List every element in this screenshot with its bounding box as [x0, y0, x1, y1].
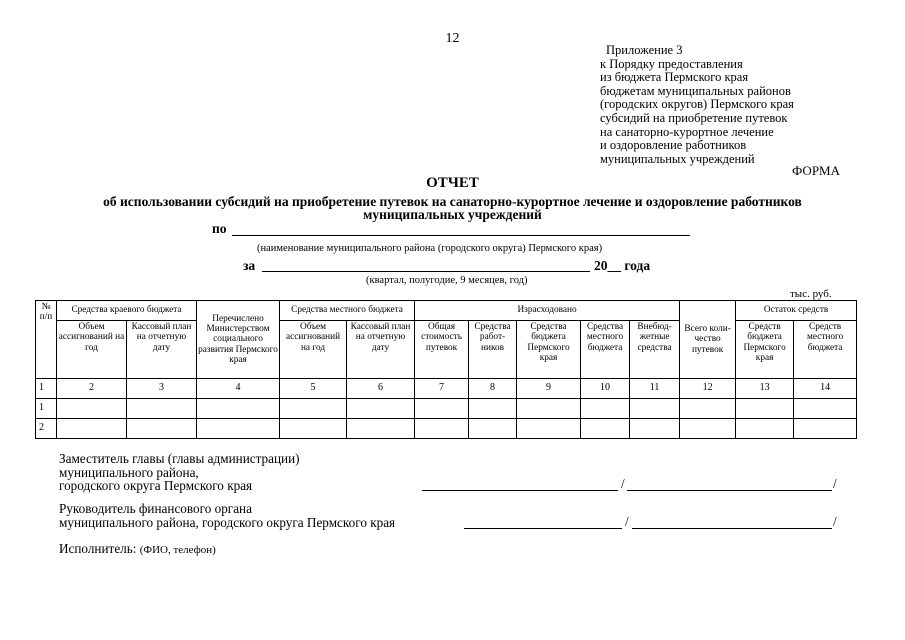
header-spent-sub4: Средства местного бюджета — [581, 321, 630, 379]
table-cell[interactable] — [794, 399, 857, 419]
header-local-sub1: Объем ассигнований на год — [280, 321, 347, 379]
finance-line: Руководитель финансового органа — [59, 501, 252, 516]
units-label: тыс. руб. — [790, 288, 832, 300]
table-cell[interactable] — [280, 419, 347, 439]
appendix-line: и оздоровление работников — [600, 138, 747, 153]
appendix-line: Приложение 3 — [606, 43, 683, 57]
deputy-signature-line[interactable] — [422, 490, 618, 491]
slash: / — [833, 514, 837, 529]
header-total: Всего коли-чество путевок — [680, 301, 736, 379]
column-number: 6 — [347, 379, 415, 399]
finance-signature-line[interactable] — [464, 528, 622, 529]
appendix-line: муниципальных учреждений — [600, 151, 755, 166]
table-cell[interactable] — [680, 399, 736, 419]
table-cell[interactable] — [127, 419, 197, 439]
table-cell[interactable] — [469, 399, 517, 419]
appendix-line: бюджетам муниципальных районов — [600, 83, 791, 98]
header-balance-sub2: Средств местного бюджета — [794, 321, 857, 379]
table-cell[interactable] — [415, 419, 469, 439]
report-table — [35, 300, 857, 439]
table-cell[interactable] — [347, 419, 415, 439]
column-number: 9 — [517, 379, 581, 399]
table-cell[interactable] — [581, 419, 630, 439]
slash: / — [621, 476, 625, 491]
column-number: 5 — [280, 379, 347, 399]
appendix-line: из бюджета Пермского края — [600, 70, 749, 85]
po-caption: (наименование муниципального района (городского округа) Пермского края) — [257, 243, 603, 254]
subtitle-line: об использовании субсидий на приобретение путевок на санаторно-курортное лечение и оздоровление работников — [103, 194, 802, 209]
year-label: 20__ года — [594, 258, 651, 273]
table-cell[interactable] — [517, 419, 581, 439]
table-cell[interactable] — [581, 399, 630, 419]
row-number: 2 — [36, 419, 57, 439]
table-cell[interactable] — [347, 399, 415, 419]
header-local-sub2: Кассовый план на отчетную дату — [347, 321, 415, 379]
appendix-line: на санаторно-курортное лечение — [600, 124, 774, 139]
table-cell[interactable] — [197, 399, 280, 419]
column-number: 8 — [469, 379, 517, 399]
executor-label: Исполнитель: — [59, 541, 137, 556]
table-cell[interactable] — [680, 419, 736, 439]
table-cell[interactable] — [57, 399, 127, 419]
table-row — [36, 399, 857, 419]
appendix-line: (городских округов) Пермского края — [600, 97, 794, 112]
header-regional-sub1: Объем ассигнований на год — [57, 321, 127, 379]
subtitle-line: муниципальных учреждений — [363, 206, 542, 222]
table-cell[interactable] — [794, 419, 857, 439]
forma-label: ФОРМА — [792, 163, 840, 178]
header-num: № п/п — [36, 301, 57, 379]
header-spent-sub3: Средства бюджета Пермского края — [517, 321, 581, 379]
header-transferred: Перечислено Министерством социального развития Пермского края — [197, 301, 280, 379]
table-row — [36, 419, 857, 439]
report-title: ОТЧЕТ — [426, 175, 479, 191]
za-fill-line[interactable] — [262, 271, 590, 272]
po-fill-line[interactable] — [232, 235, 690, 236]
column-number: 11 — [630, 379, 680, 399]
deputy-line: городского округа Пермского края — [59, 478, 253, 493]
table-cell[interactable] — [127, 399, 197, 419]
deputy-name-line[interactable] — [627, 490, 832, 491]
table-cell[interactable] — [415, 399, 469, 419]
table-cell[interactable] — [469, 419, 517, 439]
column-number: 10 — [581, 379, 630, 399]
header-spent-sub1: Общая стоимость путевок — [415, 321, 469, 379]
header-spent: Израсходовано — [415, 301, 680, 321]
column-number: 13 — [736, 379, 794, 399]
column-number: 12 — [680, 379, 736, 399]
finance-name-line[interactable] — [632, 528, 832, 529]
column-number: 14 — [794, 379, 857, 399]
table-cell[interactable] — [197, 419, 280, 439]
header-regional: Средства краевого бюджета — [57, 301, 197, 321]
table-cell[interactable] — [736, 399, 794, 419]
table-cell[interactable] — [630, 419, 680, 439]
row-number: 1 — [36, 399, 57, 419]
table-cell[interactable] — [280, 399, 347, 419]
deputy-line: Заместитель главы (главы администрации) — [59, 451, 300, 466]
header-spent-sub5: Внебюд-жетные средства — [630, 321, 680, 379]
table-cell[interactable] — [736, 419, 794, 439]
column-number: 2 — [57, 379, 127, 399]
table-cell[interactable] — [630, 399, 680, 419]
za-label: за — [243, 258, 256, 273]
header-local: Средства местного бюджета — [280, 301, 415, 321]
deputy-line: муниципального района, — [59, 464, 199, 480]
appendix-block — [600, 43, 794, 166]
report-subtitle — [55, 196, 850, 221]
column-number: 3 — [127, 379, 197, 399]
column-number: 4 — [197, 379, 280, 399]
column-number: 7 — [415, 379, 469, 399]
deputy-signature-label — [59, 452, 300, 493]
header-balance-sub1: Средств бюджета Пермского края — [736, 321, 794, 379]
appendix-line: субсидий на приобретение путевок — [600, 110, 788, 125]
slash: / — [625, 514, 629, 529]
header-balance: Остаток средств — [736, 301, 857, 321]
za-caption: (квартал, полугодие, 9 месяцев, год) — [366, 275, 528, 286]
header-regional-sub2: Кассовый план на отчетную дату — [127, 321, 197, 379]
appendix-line: к Порядку предоставления — [600, 56, 743, 71]
table-cell[interactable] — [517, 399, 581, 419]
po-label: по — [212, 221, 227, 236]
table-cell[interactable] — [57, 419, 127, 439]
column-number: 1 — [36, 379, 57, 399]
header-spent-sub2: Средства работ-ников — [469, 321, 517, 379]
finance-line: муниципального района, городского округа Пермского края — [59, 514, 396, 530]
executor-note: (ФИО, телефон) — [139, 544, 216, 556]
executor-line — [59, 541, 216, 557]
finance-signature-label — [59, 502, 395, 529]
page-number: 12 — [445, 31, 460, 46]
slash: / — [833, 476, 837, 491]
